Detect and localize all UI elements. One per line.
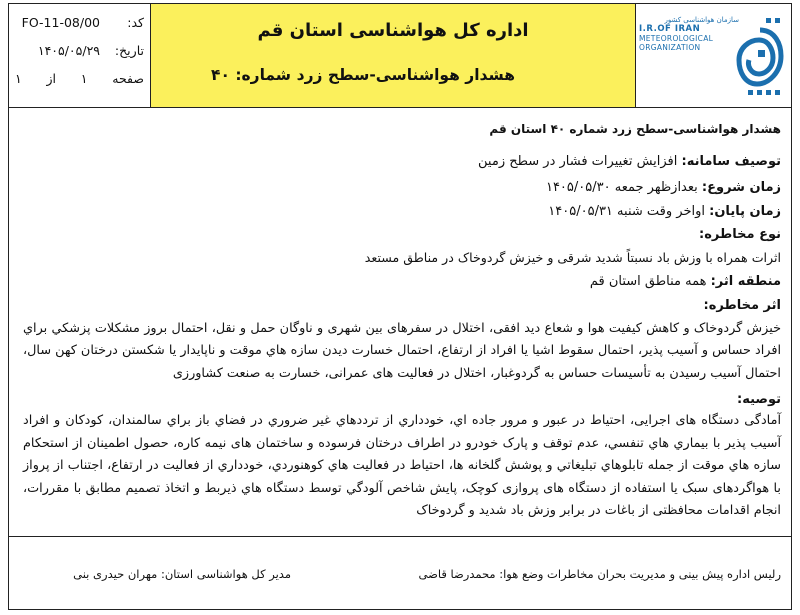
page-of: از — [46, 70, 57, 86]
impact-label: اثر مخاطره: — [703, 298, 781, 313]
signature-footer — [9, 536, 791, 611]
warning-number: شماره: ۴۰ — [211, 66, 292, 84]
impact-value: خیزش گردوخاک و کاهش کیفیت هوا و شعاع دید افقی، اختلال در سفرهای بین شهری و ناوگان حمل و نقل، احتمال بروز مشکلات پزشکي براي افراد حساس و آسیب پذیر، احتمال سقوط اشیا یا افراد از ارتفاع، احتمال خسارت دیدن سازه هاي موقت و ناپایدار یا شکستن درختان کهن سال، احتمال آسیب رسیدن به تأسیسات حساس به گردوغبار، اختلال در فعالیت های عمرانی، خسارت به صنعت کشاورزی — [23, 321, 781, 381]
page-label: صفحه — [112, 70, 144, 86]
advice-value: آمادگی دستگاه های اجرایی، احتیاط در عبور و مرور جاده اي، خودداري از ترددهاي غیر ضروري در فضاي باز براي سالمندان، کودکان و افراد آسیب پذیر با بیماري هاي تنفسي، عدم توقف و پارک خودرو در اطراف درختان فرسوده و ساختمان های نیمه کاره، حصول اطمینان از استحکام سازه هاي موقت از جمله تابلوهاي تبلیغاتي و پوشش گلخانه ها، احتیاط در فعالیت هاي کوهنوردي، خودداري از فعالیت در ارتفاع، اجتناب از پرواز با هواگردهای سبک یا استفاده از دستگاه های پروازی کوچک، پایش شاخص آلودگي توسط دستگاه هاي ذیربط و اتخاذ تصمیم مطابق با مقررات، انجام اقدامات محافظتی از باغات در برابر وزش باد شدید و گردوخاک — [23, 413, 781, 519]
hazard-type-value: اثرات همراه با وزش باد نسبتاً شدید شرقی و خیزش گردوخاک در مناطق مستعد — [364, 250, 781, 265]
system-label: توصیف سامانه: — [681, 154, 781, 169]
meteorological-organization-logo — [636, 4, 791, 107]
logo-en-line3: ORGANIZATION — [639, 43, 701, 52]
end-time — [19, 204, 781, 219]
area-value: همه مناطق استان قم — [589, 274, 707, 289]
logo-fa-text: سازمان هواشناسی کشور — [664, 16, 739, 24]
page-total: ۱ — [15, 70, 22, 86]
body-heading: هشدار هواشناسی-سطح زرد شماره ۴۰ استان قم — [489, 122, 781, 136]
document-meta — [9, 4, 151, 107]
org-title: اداره کل هواشناسی استان قم — [257, 20, 529, 41]
area-label: منطقه اثر: — [710, 274, 781, 289]
hazard-type-label: نوع مخاطره: — [699, 227, 781, 242]
end-value: اواخر وقت شنبه ۱۴۰۵/۰۵/۳۱ — [548, 204, 705, 219]
start-value: بعدازظهر جمعه ۱۴۰۵/۰۵/۳۰ — [545, 180, 698, 195]
logo-text — [639, 16, 739, 52]
date-value: ۱۴۰۵/۰۵/۲۹ — [37, 42, 100, 58]
code-row — [15, 12, 144, 32]
end-label: زمان پایان: — [709, 204, 781, 219]
page-number: ۱ — [80, 70, 88, 86]
start-time — [19, 180, 781, 195]
logo-en-line2: METEOROLOGICAL — [639, 34, 714, 43]
start-label: زمان شروع: — [701, 180, 781, 195]
page-row — [15, 68, 144, 88]
logo-en-line1: I.R.OF IRAN — [639, 24, 701, 34]
code-value: FO-11-08/00 — [21, 14, 100, 30]
affected-area — [19, 274, 781, 289]
date-row — [15, 40, 144, 60]
warning-title: هشدار هواشناسی-سطح زرد — [296, 66, 515, 84]
warning-document — [8, 3, 792, 610]
system-value: افزایش تغییرات فشار در سطح زمین — [478, 154, 678, 169]
date-label: تاریخ: — [114, 42, 144, 58]
code-label: کد: — [127, 14, 144, 30]
forecast-head-signature: رلیس اداره پیش بینی و مدیریت بحران مخاطرات وضع هوا: محمدرضا قاضی — [418, 567, 781, 581]
document-header — [9, 4, 791, 108]
document-body — [9, 110, 791, 538]
title-box — [151, 4, 636, 107]
advice-label: توصیه: — [737, 392, 781, 407]
spiral-logo-icon — [735, 10, 785, 102]
system-description — [19, 154, 781, 169]
director-general-signature: مدیر کل هواشناسی استان: مهران حیدری بنی — [73, 567, 291, 581]
